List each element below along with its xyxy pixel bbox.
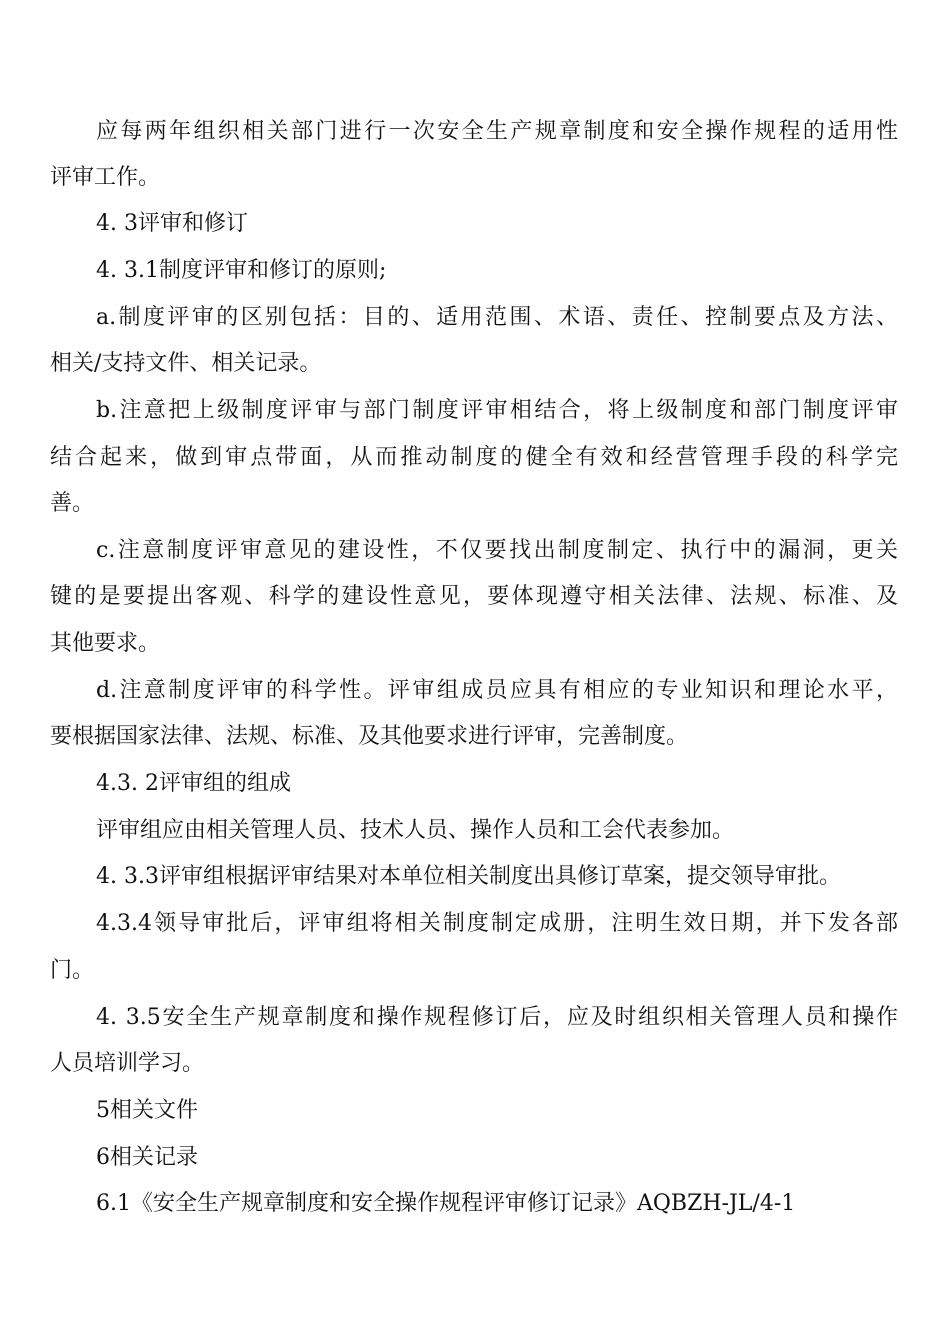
list-item-c: c.注意制度评审意见的建设性，不仅要找出制度制定、执行中的漏洞，更关 <box>96 538 898 563</box>
body-line: 其他要求。 <box>50 631 161 656</box>
body-line: 评审组应由相关管理人员、技术人员、操作人员和工会代表参加。 <box>96 818 735 843</box>
body-line: 善。 <box>50 491 95 516</box>
list-item-a: a.制度评审的区别包括：目的、适用范围、术语、责任、控制要点及方法、 <box>96 305 898 330</box>
list-item-b: b.注意把上级制度评审与部门制度评审相结合，将上级制度和部门制度评审 <box>96 398 898 423</box>
list-item-d: d.注意制度评审的科学性。评审组成员应具有相应的专业知识和理论水平， <box>96 678 898 703</box>
body-line: 人员培训学习。 <box>50 1051 205 1076</box>
body-line: 键的是要提出客观、科学的建设性意见，要体现遵守相关法律、法规、标准、及 <box>50 584 898 609</box>
body-line: 结合起来，做到审点带面，从而推动制度的健全有效和经营管理手段的科学完 <box>50 445 898 470</box>
body-line: 相关/支持文件、相关记录。 <box>50 351 322 376</box>
record-reference: 6.1《安全生产规章制度和安全操作规程评审修订记录》AQBZH-JL/4-1 <box>96 1191 796 1216</box>
subsection-heading: 4. 3.5安全生产规章制度和操作规程修订后，应及时组织相关管理人员和操作 <box>96 1005 898 1030</box>
subsection-heading: 4. 3.3评审组根据评审结果对本单位相关制度出具修订草案，提交领导审批。 <box>96 864 841 889</box>
body-line: 评审工作。 <box>50 165 161 190</box>
section-heading: 4. 3评审和修订 <box>96 211 248 236</box>
subsection-heading: 4.3.4领导审批后，评审组将相关制度制定成册，注明生效日期，并下发各部 <box>96 911 898 936</box>
body-line: 应每两年组织相关部门进行一次安全生产规章制度和安全操作规程的适用性 <box>96 119 898 144</box>
body-line: 门。 <box>50 958 95 983</box>
subsection-heading: 4.3. 2评审组的组成 <box>96 771 291 796</box>
body-line: 要根据国家法律、法规、标准、及其他要求进行评审，完善制度。 <box>50 724 689 749</box>
subsection-heading: 4. 3.1制度评审和修订的原则; <box>96 258 387 283</box>
section-heading: 5相关文件 <box>96 1098 198 1123</box>
section-heading: 6相关记录 <box>96 1145 198 1170</box>
